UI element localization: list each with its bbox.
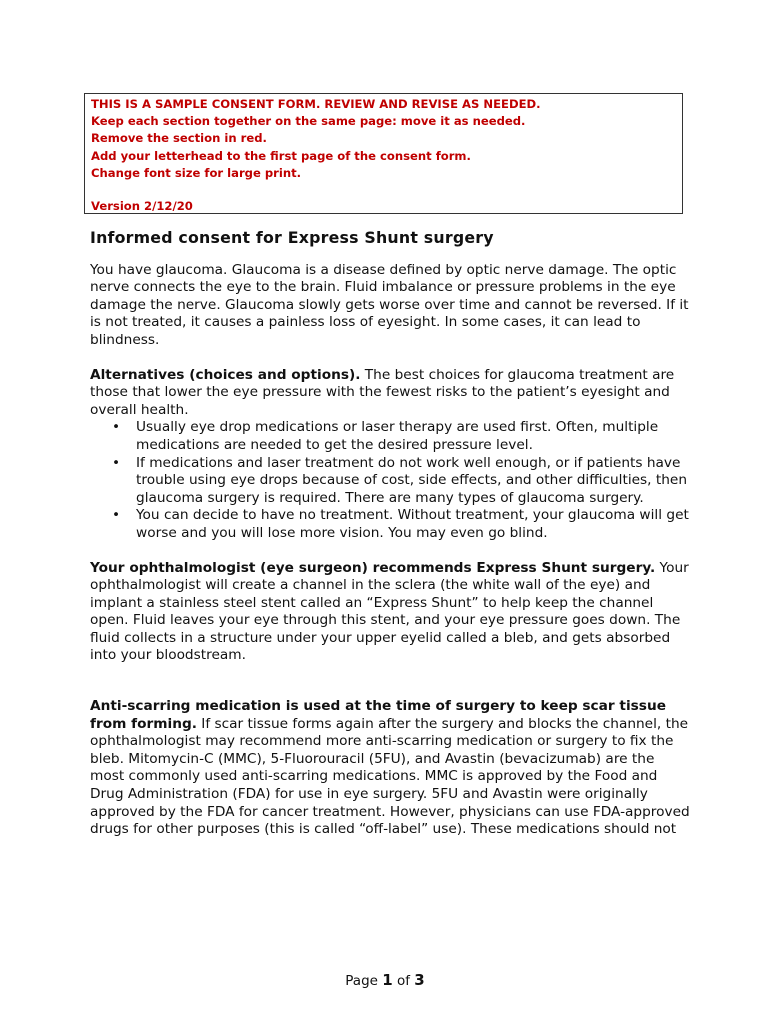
total-page-count: 3 bbox=[414, 971, 425, 989]
list-item-text: If medications and laser treatment do not work well enough, or if patients have trouble using eye drops because of cost, side effects, and other difficulties, then glaucoma surgery is required. There are many types of glaucoma surgery. bbox=[136, 454, 688, 506]
page-footer bbox=[0, 971, 770, 989]
of-label: of bbox=[396, 973, 410, 989]
recommendation-paragraph bbox=[90, 560, 690, 666]
notice-spacer bbox=[91, 182, 676, 198]
notice-line: Add your letterhead to the first page of the consent form. bbox=[91, 148, 471, 163]
current-page-number: 1 bbox=[382, 971, 393, 989]
sample-notice-box bbox=[84, 93, 683, 214]
recommendation-heading: Your ophthalmologist (eye surgeon) recommends Express Shunt surgery. bbox=[90, 559, 656, 576]
list-item bbox=[90, 455, 690, 508]
list-item bbox=[90, 419, 690, 454]
notice-line: Remove the section in red. bbox=[91, 131, 267, 146]
bullet-icon: • bbox=[112, 419, 121, 436]
notice-line: Keep each section together on the same page: move it as needed. bbox=[91, 114, 526, 129]
list-item-text: You can decide to have no treatment. Without treatment, your glaucoma will get worse and you will lose more vision. You may even go blind. bbox=[136, 507, 689, 541]
alternatives-heading: Alternatives (choices and options). bbox=[90, 366, 361, 383]
notice-line: THIS IS A SAMPLE CONSENT FORM. REVIEW AND REVISE AS NEEDED. bbox=[91, 97, 541, 111]
antiscarring-heading: Anti-scarring medication is used at the time of surgery to keep scar tissue from forming. bbox=[90, 698, 666, 732]
intro-paragraph: You have glaucoma. Glaucoma is a disease defined by optic nerve damage. The optic nerve connects the eye to the brain. Fluid imbalance or pressure problems in the eye damage the nerve. Glaucoma slowly gets worse over time and cannot be reversed. If it is not treated, it causes a painless loss of eyesight. In some cases, it can lead to blindness. bbox=[90, 261, 689, 348]
document-title: Informed consent for Express Shunt surgery bbox=[90, 228, 494, 247]
document-body bbox=[90, 229, 690, 839]
notice-line: Change font size for large print. bbox=[91, 165, 302, 180]
alternatives-paragraph bbox=[90, 367, 690, 420]
alternatives-list bbox=[90, 419, 690, 542]
antiscarring-paragraph bbox=[90, 698, 690, 839]
bullet-icon: • bbox=[112, 507, 121, 524]
page-label: Page bbox=[345, 973, 378, 989]
antiscarring-text: If scar tissue forms again after the surgery and blocks the channel, the ophthalmologist may recommend more anti-scarring medication or surgery to fix the bleb. Mitomycin-C (MMC), 5-Fluorouracil (5FU), and Avastin (bevacizumab) are the most commonly used anti-scarring medications. MMC is approved by the Food and Drug Administration (FDA) for use in eye surgery. 5FU and Avastin were originally approved by the FDA for cancer treatment. However, physicians can use FDA-approved drugs for other purposes (this is called “off-label” use). These medications should not bbox=[90, 715, 690, 838]
bullet-icon: • bbox=[112, 454, 121, 471]
list-item-text: Usually eye drop medications or laser therapy are used first. Often, multiple medications are needed to get the desired pressure level. bbox=[136, 419, 659, 453]
list-item bbox=[90, 507, 690, 542]
recommendation-text: Your ophthalmologist will create a channel in the sclera (the white wall of the eye) and implant a stainless steel stent called an “Express Shunt” to help keep the channel open. Fluid leaves your eye through this stent, and your eye pressure goes down. The fluid collects in a structure under your upper eyelid called a bleb, and gets absorbed into your bloodstream. bbox=[90, 559, 689, 664]
alternatives-text: The best choices for glaucoma treatment are those that lower the eye pressure with the fewest risks to the patient’s eyesight and overall health. bbox=[90, 366, 675, 418]
notice-version: Version 2/12/20 bbox=[91, 199, 193, 214]
